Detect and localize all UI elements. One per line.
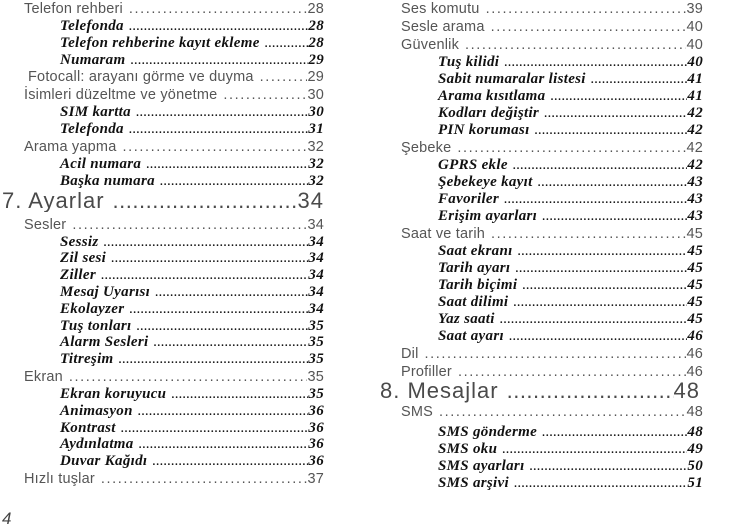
dot-leader	[217, 86, 307, 104]
dot-leader	[116, 420, 309, 437]
subsection-title: Ekran koruyucu	[60, 385, 167, 402]
subsection-title: SMS arşivi	[438, 475, 509, 491]
subsection-page-number: 45	[687, 243, 703, 259]
dot-leader	[419, 345, 687, 363]
toc-subsection	[378, 157, 703, 174]
section-page-number: 45	[686, 226, 703, 242]
subsection-page-number: 28	[308, 34, 324, 51]
subsection-title: Sessiz	[60, 233, 99, 250]
section-title: Hızlı tuşlar	[24, 470, 95, 487]
subsection-page-number: 34	[308, 300, 324, 317]
dot-leader	[510, 260, 687, 277]
section-title: Ses komutu	[401, 1, 480, 17]
toc-subsection	[378, 424, 703, 441]
dot-leader	[155, 173, 309, 190]
subsection-page-number: 35	[308, 334, 324, 351]
toc-subsection	[378, 441, 703, 458]
section-title: Arama yapma	[24, 138, 117, 155]
toc-subsection	[0, 35, 324, 52]
subsection-page-number: 36	[308, 419, 324, 436]
toc-subsection	[0, 173, 324, 190]
subsection-title: Saat dilimi	[438, 294, 509, 310]
toc-subsection	[0, 436, 324, 453]
toc-subsection	[0, 301, 324, 318]
page-number: 4	[2, 509, 12, 528]
dot-leader	[513, 243, 688, 260]
section-title: Sesle arama	[401, 19, 485, 35]
subsection-title: Mesaj Uyarısı	[60, 283, 151, 300]
toc-subsection	[0, 18, 324, 35]
dot-leader	[485, 18, 687, 36]
subsection-title: Titreşim	[60, 351, 114, 368]
subsection-page-number: 51	[687, 475, 703, 491]
section-page-number: 46	[686, 346, 703, 362]
subsection-title: Telefon rehberine kayıt ekleme	[60, 34, 260, 51]
section-page-number: 42	[686, 140, 703, 156]
dot-leader	[508, 294, 687, 311]
subsection-title: SMS ayarları	[438, 458, 525, 474]
toc-section	[0, 86, 324, 104]
section-page-number: 30	[307, 87, 324, 104]
toc-column-left	[0, 0, 324, 488]
subsection-page-number: 45	[687, 294, 703, 310]
section-title: Güvenlik	[401, 37, 460, 53]
toc-subsection	[0, 284, 324, 301]
dot-leader	[459, 36, 686, 54]
subsection-page-number: 42	[687, 105, 703, 121]
dot-leader	[63, 368, 308, 386]
dot-leader	[485, 225, 686, 243]
toc-subsection	[0, 104, 324, 121]
subsection-title: Erişim ayarları	[438, 208, 538, 224]
subsection-page-number: 46	[687, 328, 703, 344]
section-title: Ekran	[24, 368, 63, 385]
subsection-title: Saat ayarı	[438, 328, 504, 344]
dot-leader	[509, 475, 687, 492]
dot-leader	[260, 35, 309, 52]
toc-column-right	[378, 0, 703, 492]
subsection-title: Duvar Kağıdı	[60, 453, 148, 470]
section-title: Saat ve tarih	[401, 226, 486, 242]
toc-subsection	[0, 420, 324, 437]
subsection-page-number: 35	[308, 317, 324, 334]
toc-section	[0, 470, 324, 488]
toc-section	[0, 0, 324, 18]
subsection-page-number: 48	[687, 424, 703, 440]
section-page-number: 32	[307, 138, 324, 155]
toc-subsection	[378, 277, 703, 294]
chapter-title: 8. Mesajlar	[380, 378, 499, 403]
subsection-page-number: 43	[687, 208, 703, 224]
subsection-title: Sabit numaralar listesi	[438, 71, 586, 87]
dot-leader	[530, 122, 688, 139]
toc-subsection	[378, 174, 703, 191]
toc-subsection	[378, 260, 703, 277]
dot-leader	[123, 0, 308, 18]
subsection-page-number: 36	[308, 453, 324, 470]
dot-leader	[124, 18, 309, 35]
subsection-title: Favoriler	[438, 191, 500, 207]
toc-section	[0, 138, 324, 156]
toc-subsection	[0, 156, 324, 173]
subsection-page-number: 45	[687, 277, 703, 293]
chapter-title: 7. Ayarlar	[2, 189, 105, 212]
toc-section	[378, 36, 703, 54]
toc-subsection	[0, 234, 324, 251]
subsection-title: Tuş kilidi	[438, 54, 500, 70]
subsection-page-number: 28	[308, 18, 324, 34]
subsection-title: Zil sesi	[60, 250, 107, 267]
dot-leader	[98, 234, 308, 251]
dot-leader	[124, 301, 308, 318]
toc-subsection	[378, 54, 703, 71]
subsection-title: Kontrast	[60, 419, 116, 436]
subsection-title: Şebekeye kayıt	[438, 174, 533, 190]
dot-leader	[66, 216, 307, 234]
subsection-page-number: 31	[308, 121, 324, 138]
subsection-page-number: 49	[687, 441, 703, 457]
dot-leader	[114, 351, 309, 368]
section-title: İsimleri düzeltme ve yönetme	[24, 87, 218, 104]
section-title: Telefon rehberi	[24, 1, 123, 17]
toc-section	[0, 368, 324, 386]
section-page-number: 37	[307, 470, 324, 487]
dot-leader	[150, 284, 308, 301]
dot-leader	[147, 453, 308, 470]
section-title: SMS	[401, 404, 434, 420]
subsection-page-number: 32	[308, 172, 324, 189]
subsection-title: Ekolayzer	[60, 300, 125, 317]
subsection-title: Acil numara	[60, 155, 142, 172]
dot-leader	[499, 378, 674, 403]
section-page-number: 34	[307, 216, 324, 233]
subsection-title: Tuş tonları	[60, 317, 132, 334]
subsection-page-number: 45	[687, 311, 703, 327]
toc-section	[378, 0, 703, 18]
subsection-page-number: 43	[687, 174, 703, 190]
subsection-title: Tarih biçimi	[438, 277, 518, 293]
dot-leader	[124, 121, 309, 138]
subsection-page-number: 34	[308, 283, 324, 300]
toc-subsection	[0, 52, 324, 69]
toc-section	[378, 18, 703, 36]
subsection-title: Tarih ayarı	[438, 260, 511, 276]
subsection-page-number: 45	[687, 260, 703, 276]
dot-leader	[254, 68, 308, 86]
dot-leader	[106, 250, 308, 267]
dot-leader	[517, 277, 687, 294]
toc-subsection	[0, 318, 324, 335]
section-page-number: 28	[307, 1, 324, 17]
dot-leader	[537, 208, 687, 225]
dot-leader	[539, 105, 687, 122]
subsection-page-number: 35	[308, 385, 324, 402]
section-page-number: 39	[686, 1, 703, 17]
toc-subsection	[378, 191, 703, 208]
subsection-title: SMS gönderme	[438, 424, 538, 440]
dot-leader	[495, 311, 688, 328]
subsection-title: Telefonda	[60, 121, 124, 138]
subsection-page-number: 43	[687, 191, 703, 207]
section-title: Sesler	[24, 216, 67, 233]
section-title: Dil	[401, 346, 419, 362]
subsection-title: Aydınlatma	[60, 436, 134, 453]
section-page-number: 40	[686, 37, 703, 53]
subsection-title: Alarm Sesleri	[60, 334, 149, 351]
toc-subsection	[0, 121, 324, 138]
subsection-title: Telefonda	[60, 18, 124, 34]
toc-section	[378, 403, 703, 421]
subsection-page-number: 30	[308, 104, 324, 121]
dot-leader	[125, 52, 308, 69]
subsection-page-number: 40	[687, 54, 703, 70]
toc-section	[0, 216, 324, 234]
toc-subsection	[0, 386, 324, 403]
dot-leader	[499, 54, 687, 71]
dot-leader	[149, 334, 309, 351]
dot-leader	[105, 190, 298, 212]
section-title: Şebeke	[401, 140, 452, 156]
toc-subsection	[0, 267, 324, 284]
toc-chapter-heading	[378, 378, 700, 403]
section-page-number: 35	[307, 368, 324, 385]
subsection-title: Animasyon	[60, 402, 133, 419]
subsection-page-number: 36	[308, 436, 324, 453]
toc-subsection	[378, 71, 703, 88]
dot-leader	[95, 470, 308, 488]
toc-section	[378, 345, 703, 363]
toc-subsection	[378, 475, 703, 492]
toc-subsection	[0, 250, 324, 267]
toc-subsection	[378, 122, 703, 139]
dot-leader	[499, 191, 687, 208]
subsection-page-number: 42	[687, 122, 703, 138]
chapter-page-number: 34	[297, 189, 324, 212]
toc-subsection	[378, 458, 703, 475]
subsection-page-number: 34	[308, 267, 324, 284]
subsection-page-number: 36	[308, 402, 324, 419]
subsection-page-number: 35	[308, 351, 324, 368]
toc-subsection	[0, 403, 324, 420]
section-title: Fotocall: arayanı görme ve duyma	[28, 69, 254, 86]
dot-leader	[545, 88, 687, 105]
dot-leader	[134, 436, 309, 453]
dot-leader	[451, 139, 686, 157]
toc-subsection	[378, 294, 703, 311]
toc-subsection	[378, 311, 703, 328]
dot-leader	[433, 403, 686, 421]
toc-chapter-heading	[0, 190, 324, 212]
dot-leader	[537, 424, 687, 441]
section-page-number: 29	[307, 69, 324, 86]
toc-subsection	[378, 328, 703, 345]
subsection-page-number: 50	[687, 458, 703, 474]
dot-leader	[508, 157, 688, 174]
toc-subsection	[378, 105, 703, 122]
subsection-title: SMS oku	[438, 441, 498, 457]
toc-subsection	[378, 208, 703, 225]
dot-leader	[586, 71, 688, 88]
toc-section	[378, 139, 703, 157]
toc-subsection	[0, 334, 324, 351]
dot-leader	[533, 174, 688, 191]
subsection-page-number: 41	[687, 88, 703, 104]
subsection-page-number: 32	[308, 155, 324, 172]
subsection-title: Yaz saati	[438, 311, 495, 327]
subsection-title: PIN koruması	[438, 122, 530, 138]
subsection-page-number: 42	[687, 157, 703, 173]
dot-leader	[141, 156, 308, 173]
subsection-title: Arama kısıtlama	[438, 88, 546, 104]
dot-leader	[525, 458, 688, 475]
toc-subsection	[378, 243, 703, 260]
subsection-title: GPRS ekle	[438, 157, 508, 173]
dot-leader	[116, 138, 307, 156]
subsection-page-number: 34	[308, 250, 324, 267]
section-page-number: 40	[686, 19, 703, 35]
dot-leader	[504, 328, 687, 345]
toc-section	[0, 68, 324, 86]
subsection-page-number: 29	[308, 51, 324, 68]
subsection-page-number: 34	[308, 233, 324, 250]
dot-leader	[166, 386, 308, 403]
section-page-number: 48	[686, 404, 703, 420]
subsection-title: Başka numara	[60, 172, 155, 189]
dot-leader	[131, 104, 308, 121]
subsection-title: Kodları değiştir	[438, 105, 540, 121]
subsection-title: SIM kartta	[60, 104, 131, 121]
subsection-title: Saat ekranı	[438, 243, 513, 259]
subsection-title: Numaram	[60, 51, 126, 68]
toc-subsection	[0, 351, 324, 368]
subsection-title: Ziller	[60, 267, 96, 284]
toc-subsection	[378, 88, 703, 105]
section-title: Profiller	[401, 364, 452, 380]
dot-leader	[133, 403, 309, 420]
toc-subsection	[0, 453, 324, 470]
dot-leader	[132, 318, 309, 335]
dot-leader	[96, 267, 308, 284]
toc-section	[378, 225, 703, 243]
section-page-number: 46	[686, 364, 703, 380]
subsection-page-number: 41	[687, 71, 703, 87]
dot-leader	[497, 441, 687, 458]
dot-leader	[480, 0, 687, 18]
chapter-page-number: 48	[673, 378, 700, 403]
